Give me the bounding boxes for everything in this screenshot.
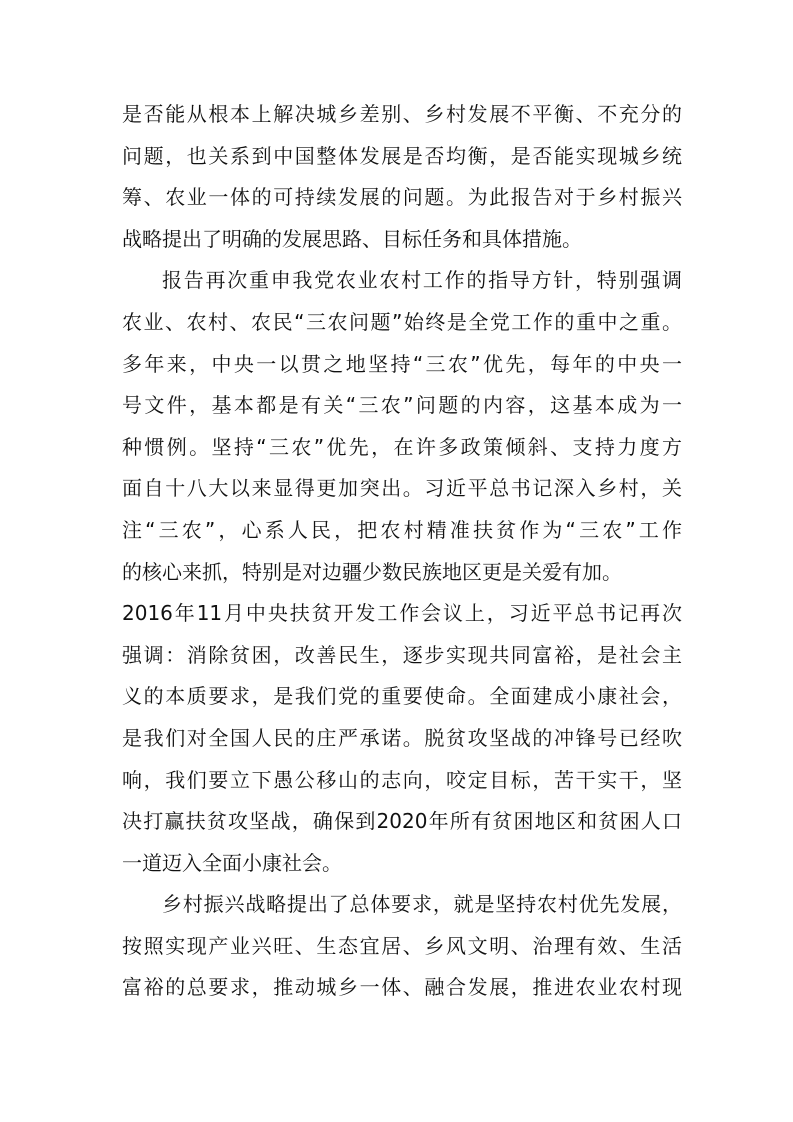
paragraph-start-line: 乡村振兴战略提出了总体要求，就是坚持农村优先发展， bbox=[162, 892, 682, 917]
text-line: 2016年11月中央扶贫开发工作会议上，习近平总书记再次 bbox=[122, 601, 682, 626]
text-line: 义的本质要求，是我们党的重要使命。全面建成小康社会， bbox=[122, 684, 682, 709]
text-line: 面自十八大以来显得更加突出。习近平总书记深入乡村，关 bbox=[122, 476, 682, 501]
text-line: 多年来，中央一以贯之地坚持“三农”优先，每年的中央一 bbox=[122, 351, 682, 376]
text-line: 问题，也关系到中国整体发展是否均衡，是否能实现城乡统 bbox=[122, 143, 682, 168]
text-line: 号文件，基本都是有关“三农”问题的内容，这基本成为一 bbox=[122, 393, 682, 418]
text-line: 是否能从根本上解决城乡差别、乡村发展不平衡、不充分的 bbox=[122, 102, 682, 126]
text-line: 战略提出了明确的发展思路、目标任务和具体措施。 bbox=[122, 226, 582, 251]
text-line: 一道迈入全面小康社会。 bbox=[122, 850, 342, 875]
text-line: 强调：消除贫困，改善民生，逐步实现共同富裕，是社会主 bbox=[122, 642, 682, 667]
text-line: 决打赢扶贫攻坚战，确保到2020年所有贫困地区和贫困人口 bbox=[122, 809, 682, 834]
text-line: 注“三农”，心系人民，把农村精准扶贫作为“三农”工作 bbox=[122, 517, 682, 542]
text-line: 的核心来抓，特别是对边疆少数民族地区更是关爱有加。 bbox=[122, 559, 622, 584]
body-text bbox=[122, 94, 682, 1009]
text-line: 是我们对全国人民的庄严承诺。脱贫攻坚战的冲锋号已经吹 bbox=[122, 725, 682, 750]
text-line: 富裕的总要求，推动城乡一体、融合发展，推进农业农村现 bbox=[122, 975, 682, 1000]
text-line: 响，我们要立下愚公移山的志向，咬定目标，苦干实干，坚 bbox=[122, 767, 682, 792]
text-line: 农业、农村、农民“三农问题”始终是全党工作的重中之重。 bbox=[122, 309, 682, 334]
text-line: 按照实现产业兴旺、生态宜居、乡风文明、治理有效、生活 bbox=[122, 933, 682, 958]
text-line: 筹、农业一体的可持续发展的问题。为此报告对于乡村振兴 bbox=[122, 185, 682, 210]
paragraph-start-line: 报告再次重申我党农业农村工作的指导方针，特别强调 bbox=[162, 268, 682, 293]
text-line: 种惯例。坚持“三农”优先，在许多政策倾斜、支持力度方 bbox=[122, 434, 682, 459]
